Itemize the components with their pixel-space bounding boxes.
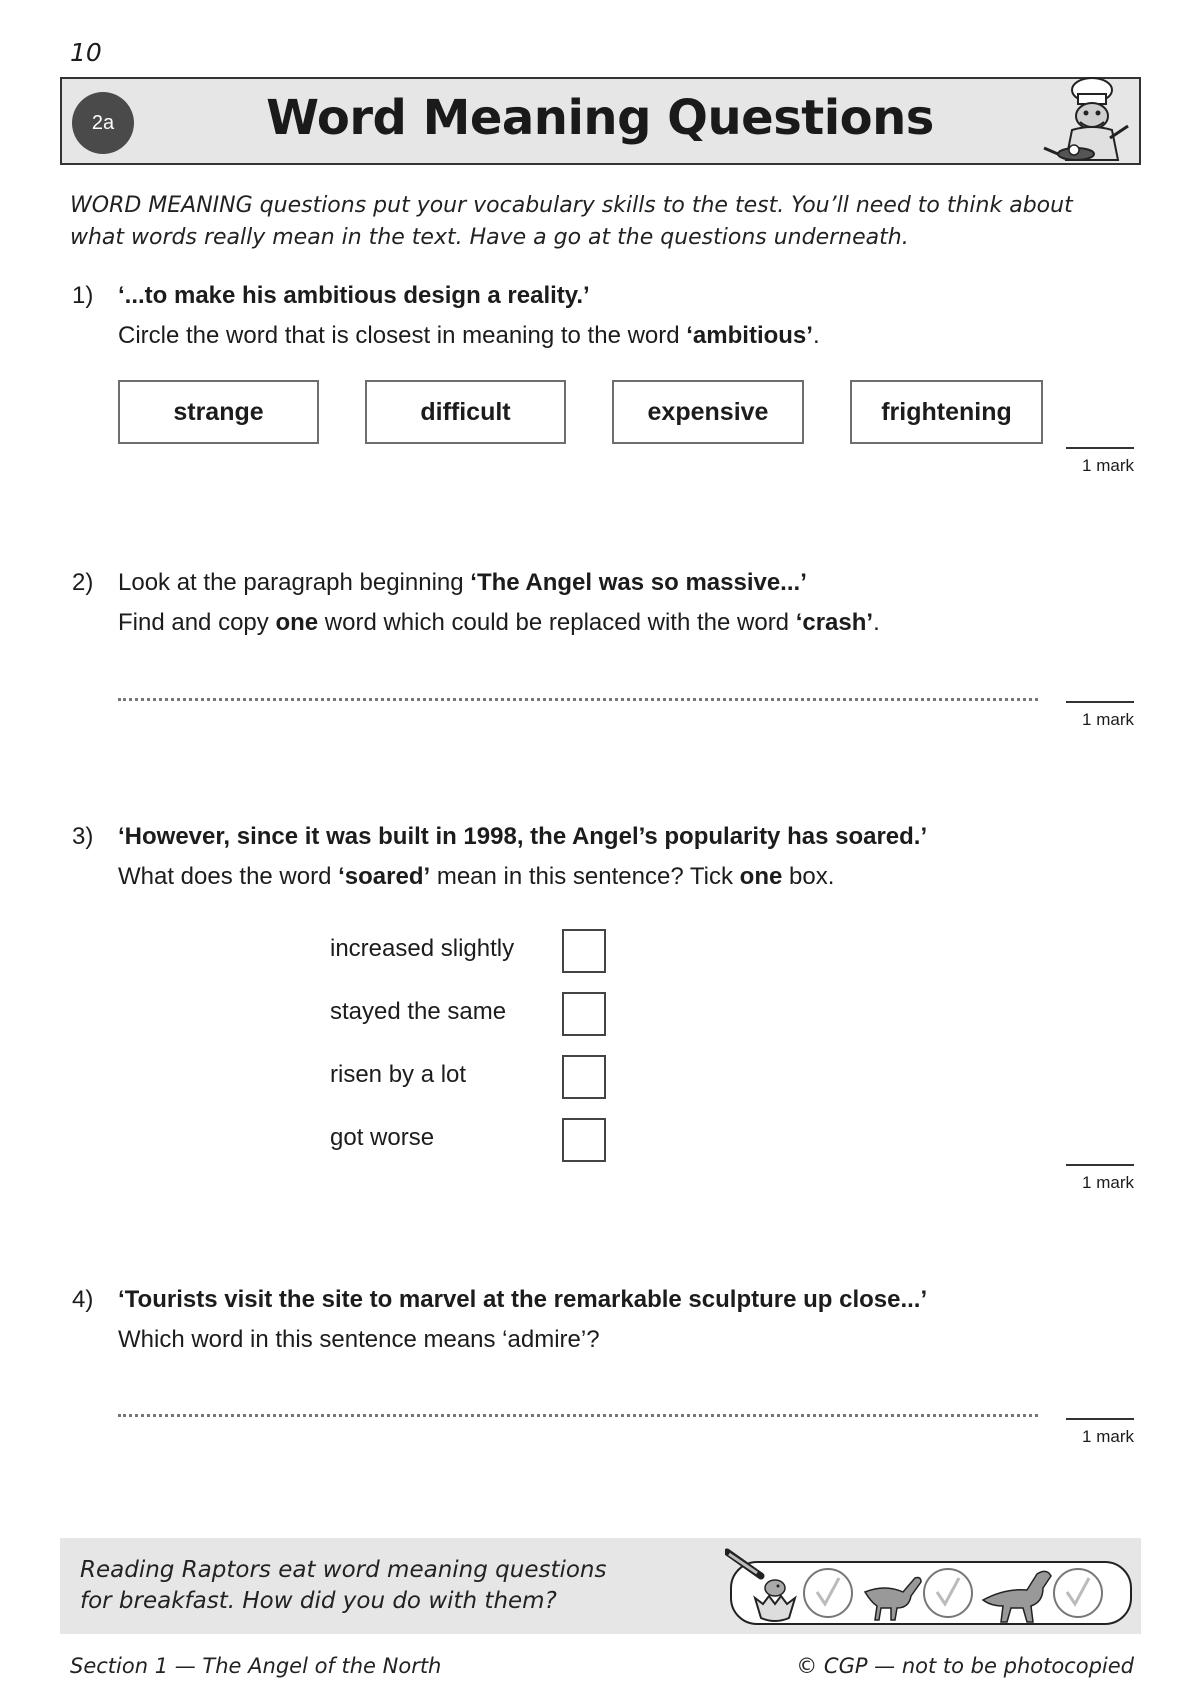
- intro-text: [70, 190, 1130, 254]
- question-2-number: 2): [72, 569, 94, 596]
- word-option-difficult[interactable]: difficult: [365, 380, 566, 444]
- self-assessment-text: [80, 1555, 720, 1617]
- question-3-quote: ‘However, since it was built in 1998, the Angel’s popularity has soared.’: [118, 823, 928, 850]
- checkmark-circle-icon: [924, 1569, 972, 1617]
- mark-label-1: 1 mark: [1082, 456, 1134, 475]
- question-2-instruction: Find and copy one word which could be replaced with the word ‘crash’.: [118, 609, 880, 636]
- copyright-footer: © CGP — not to be photocopied: [796, 1654, 1134, 1678]
- question-4-instruction: Which word in this sentence means ‘admire’?: [118, 1326, 600, 1353]
- tick-box-got-worse[interactable]: [562, 1118, 606, 1162]
- intro-line-2: what words really mean in the text. Have a go at the questions underneath.: [70, 225, 909, 250]
- answer-line-4[interactable]: [118, 1414, 1038, 1417]
- answer-line-2[interactable]: [118, 698, 1038, 701]
- option-risen-by-a-lot: risen by a lot: [330, 1061, 467, 1088]
- mark-label-4: 1 mark: [1082, 1427, 1134, 1446]
- word-option-frightening[interactable]: frightening: [850, 380, 1043, 444]
- question-3-number: 3): [72, 823, 94, 850]
- word-option-strange[interactable]: strange: [118, 380, 319, 444]
- question-4-number: 4): [72, 1286, 94, 1313]
- tick-box-stayed-the-same[interactable]: [562, 992, 606, 1036]
- self-assessment-line-1: Reading Raptors eat word meaning questions: [80, 1557, 607, 1583]
- section-footer: Section 1 — The Angel of the North: [70, 1654, 442, 1678]
- page-number: 10: [70, 38, 102, 67]
- tick-box-increased-slightly[interactable]: [562, 929, 606, 973]
- section-badge: 2a: [72, 92, 134, 154]
- page-title: Word Meaning Questions: [266, 90, 934, 146]
- option-increased-slightly: increased slightly: [330, 935, 515, 962]
- checkmark-circle-icon: [804, 1569, 852, 1617]
- word-option-expensive[interactable]: expensive: [612, 380, 804, 444]
- self-assessment-line-2: for breakfast. How did you do with them?: [80, 1588, 557, 1614]
- mark-line-3: [1066, 1164, 1134, 1166]
- checkmark-circle-icon: [1054, 1569, 1102, 1617]
- question-3-instruction: What does the word ‘soared’ mean in this sentence? Tick one box.: [118, 863, 835, 890]
- mark-label-3: 1 mark: [1082, 1173, 1134, 1192]
- question-2-prompt: Look at the paragraph beginning ‘The Angel was so massive...’: [118, 569, 807, 596]
- question-1-instruction: Circle the word that is closest in meaning to the word ‘ambitious’.: [118, 322, 820, 349]
- question-1-number: 1): [72, 282, 94, 309]
- chef-illustration-icon: [1040, 72, 1140, 168]
- mark-line-4: [1066, 1418, 1134, 1420]
- tick-box-risen-by-a-lot[interactable]: [562, 1055, 606, 1099]
- mark-line-1: [1066, 447, 1134, 449]
- mark-label-2: 1 mark: [1082, 710, 1134, 729]
- question-4-quote: ‘Tourists visit the site to marvel at the remarkable sculpture up close...’: [118, 1286, 928, 1313]
- progress-tracker: [725, 1548, 1135, 1628]
- option-stayed-the-same: stayed the same: [330, 998, 507, 1025]
- option-got-worse: got worse: [330, 1124, 435, 1151]
- mark-line-2: [1066, 701, 1134, 703]
- intro-line-1: WORD MEANING questions put your vocabulary skills to the test. You’ll need to think about: [70, 193, 1073, 218]
- question-1-quote: ‘...to make his ambitious design a reality.’: [118, 282, 590, 309]
